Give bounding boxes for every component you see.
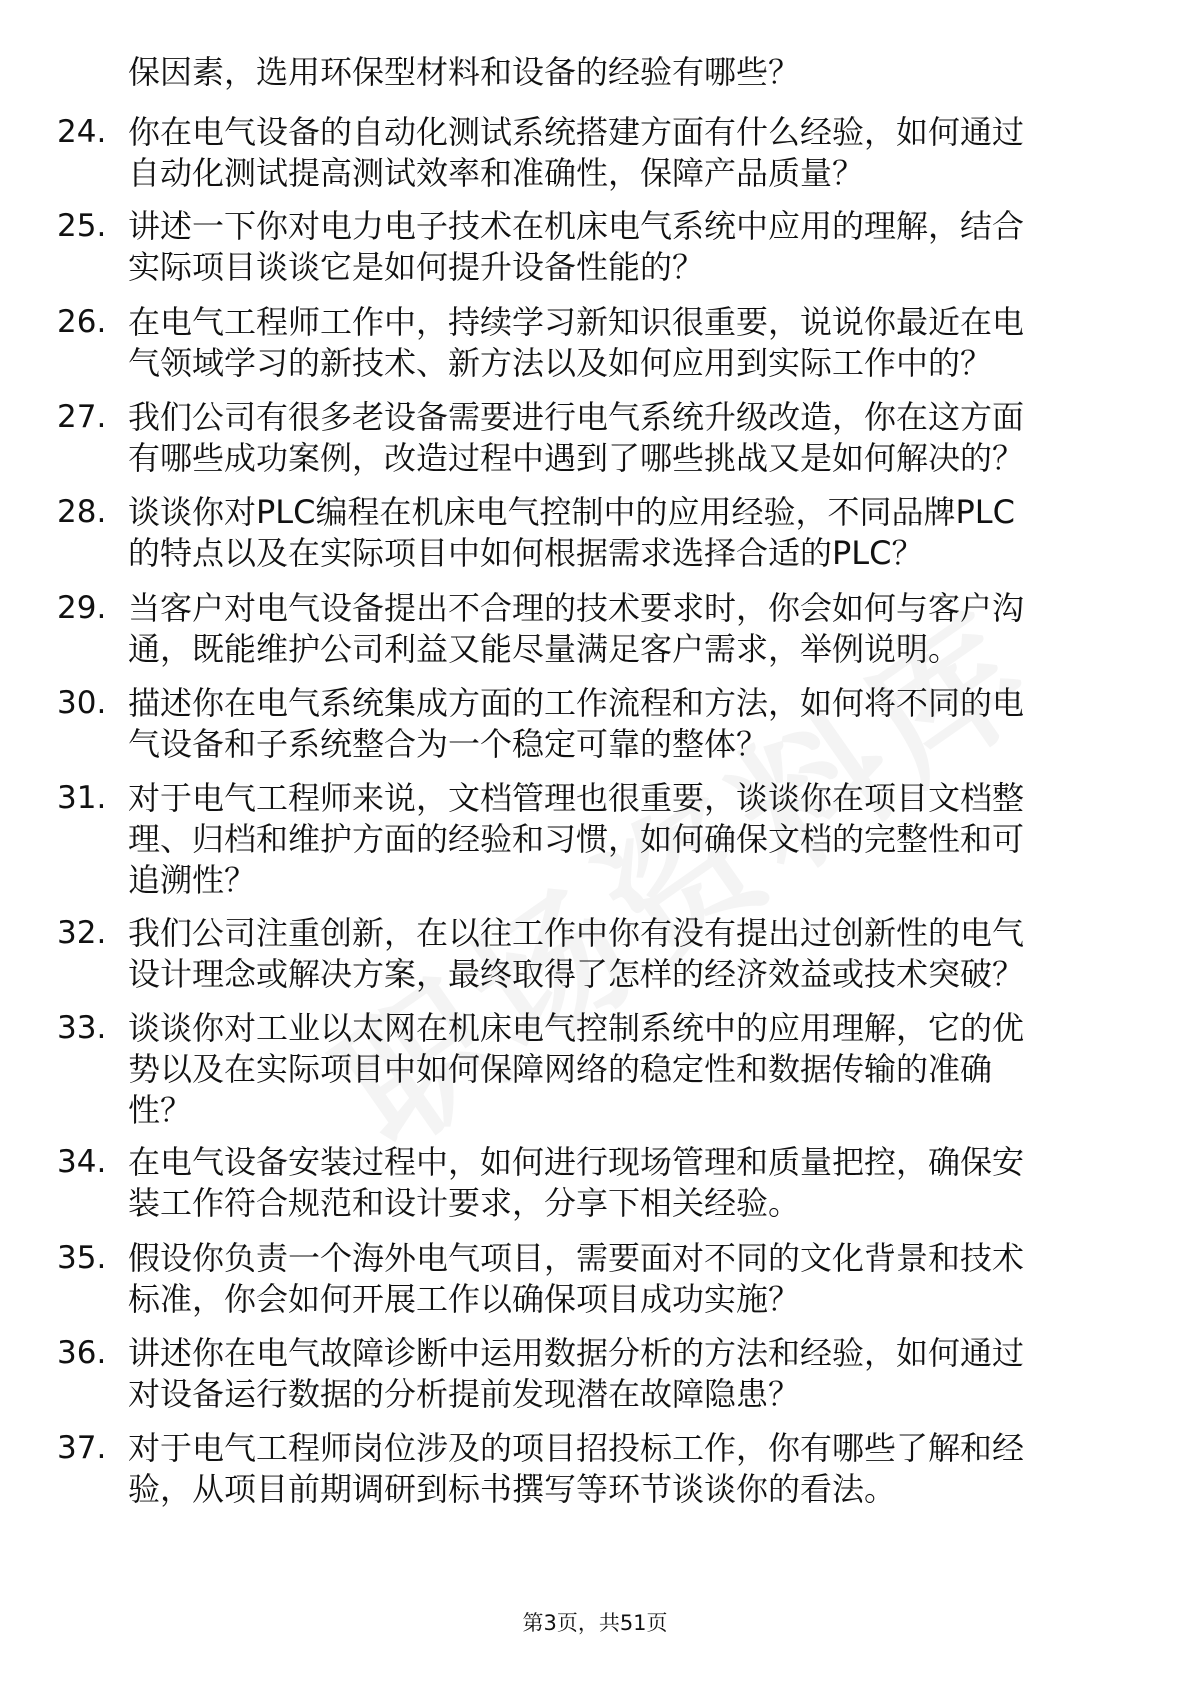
- question-text: 当客户对电气设备提出不合理的技术要求时，你会如何与客户沟 通，既能维护公司利益又能尽量满足客户需求，举例说明。: [128, 589, 1025, 668]
- question-number: 37.: [57, 1430, 107, 1466]
- question-number: 24.: [57, 114, 107, 150]
- question-number: 28.: [57, 494, 107, 530]
- question-text: 对于电气工程师来说，文档管理也很重要，谈谈你在项目文档整 理、归档和维护方面的经验和习惯，如何确保文档的完整性和可 追溯性？: [128, 779, 1025, 899]
- question-text: 我们公司有很多老设备需要进行电气系统升级改造，你在这方面 有哪些成功案例，改造过程中遇到了哪些挑战又是如何解决的？: [128, 398, 1025, 477]
- question-number: 26.: [57, 304, 107, 340]
- question-text: 描述你在电气系统集成方面的工作流程和方法，如何将不同的电 气设备和子系统整合为一个稳定可靠的整体？: [128, 684, 1025, 763]
- question-number: 34.: [57, 1144, 107, 1180]
- question-text: 讲述一下你对电力电子技术在机床电气系统中应用的理解，结合 实际项目谈谈它是如何提升设备性能的？: [128, 207, 1025, 286]
- question-number: 29.: [57, 590, 107, 626]
- question-text: 你在电气设备的自动化测试系统搭建方面有什么经验，如何通过 自动化测试提高测试效率和准确性，保障产品质量？: [128, 113, 1025, 192]
- question-number: 35.: [57, 1240, 107, 1276]
- question-text: 在电气设备安装过程中，如何进行现场管理和质量把控，确保安 装工作符合规范和设计要求，分享下相关经验。: [128, 1143, 1025, 1222]
- question-text: 在电气工程师工作中，持续学习新知识很重要，说说你最近在电 气领域学习的新技术、新方法以及如何应用到实际工作中的？: [128, 303, 1025, 382]
- question-text: 谈谈你对PLC编程在机床电气控制中的应用经验，不同品牌PLC 的特点以及在实际项目中如何根据需求选择合适的PLC？: [128, 493, 1015, 572]
- question-text: 对于电气工程师岗位涉及的项目招投标工作，你有哪些了解和经 验，从项目前期调研到标书撰写等环节谈谈你的看法。: [128, 1429, 1025, 1508]
- question-number: 33.: [57, 1010, 107, 1046]
- question-text: 假设你负责一个海外电气项目，需要面对不同的文化背景和技术 标准，你会如何开展工作以确保项目成功实施？: [128, 1239, 1025, 1318]
- page-footer: 第3页，共51页: [522, 1611, 668, 1635]
- question-text: 讲述你在电气故障诊断中运用数据分析的方法和经验，如何通过 对设备运行数据的分析提前发现潜在故障隐患？: [128, 1334, 1025, 1413]
- question-text: 我们公司注重创新，在以往工作中你有没有提出过创新性的电气 设计理念或解决方案，最终取得了怎样的经济效益或技术突破？: [128, 914, 1025, 993]
- question-number: 31.: [57, 780, 107, 816]
- continuation-text: 保因素，选用环保型材料和设备的经验有哪些？: [128, 53, 801, 91]
- question-number: 25.: [57, 208, 107, 244]
- question-number: 27.: [57, 399, 107, 435]
- question-number: 32.: [57, 915, 107, 951]
- question-number: 36.: [57, 1335, 107, 1371]
- question-text: 谈谈你对工业以太网在机床电气控制系统中的应用理解，它的优 势以及在实际项目中如何保障网络的稳定性和数据传输的准确 性？: [128, 1009, 1025, 1129]
- question-number: 30.: [57, 685, 107, 721]
